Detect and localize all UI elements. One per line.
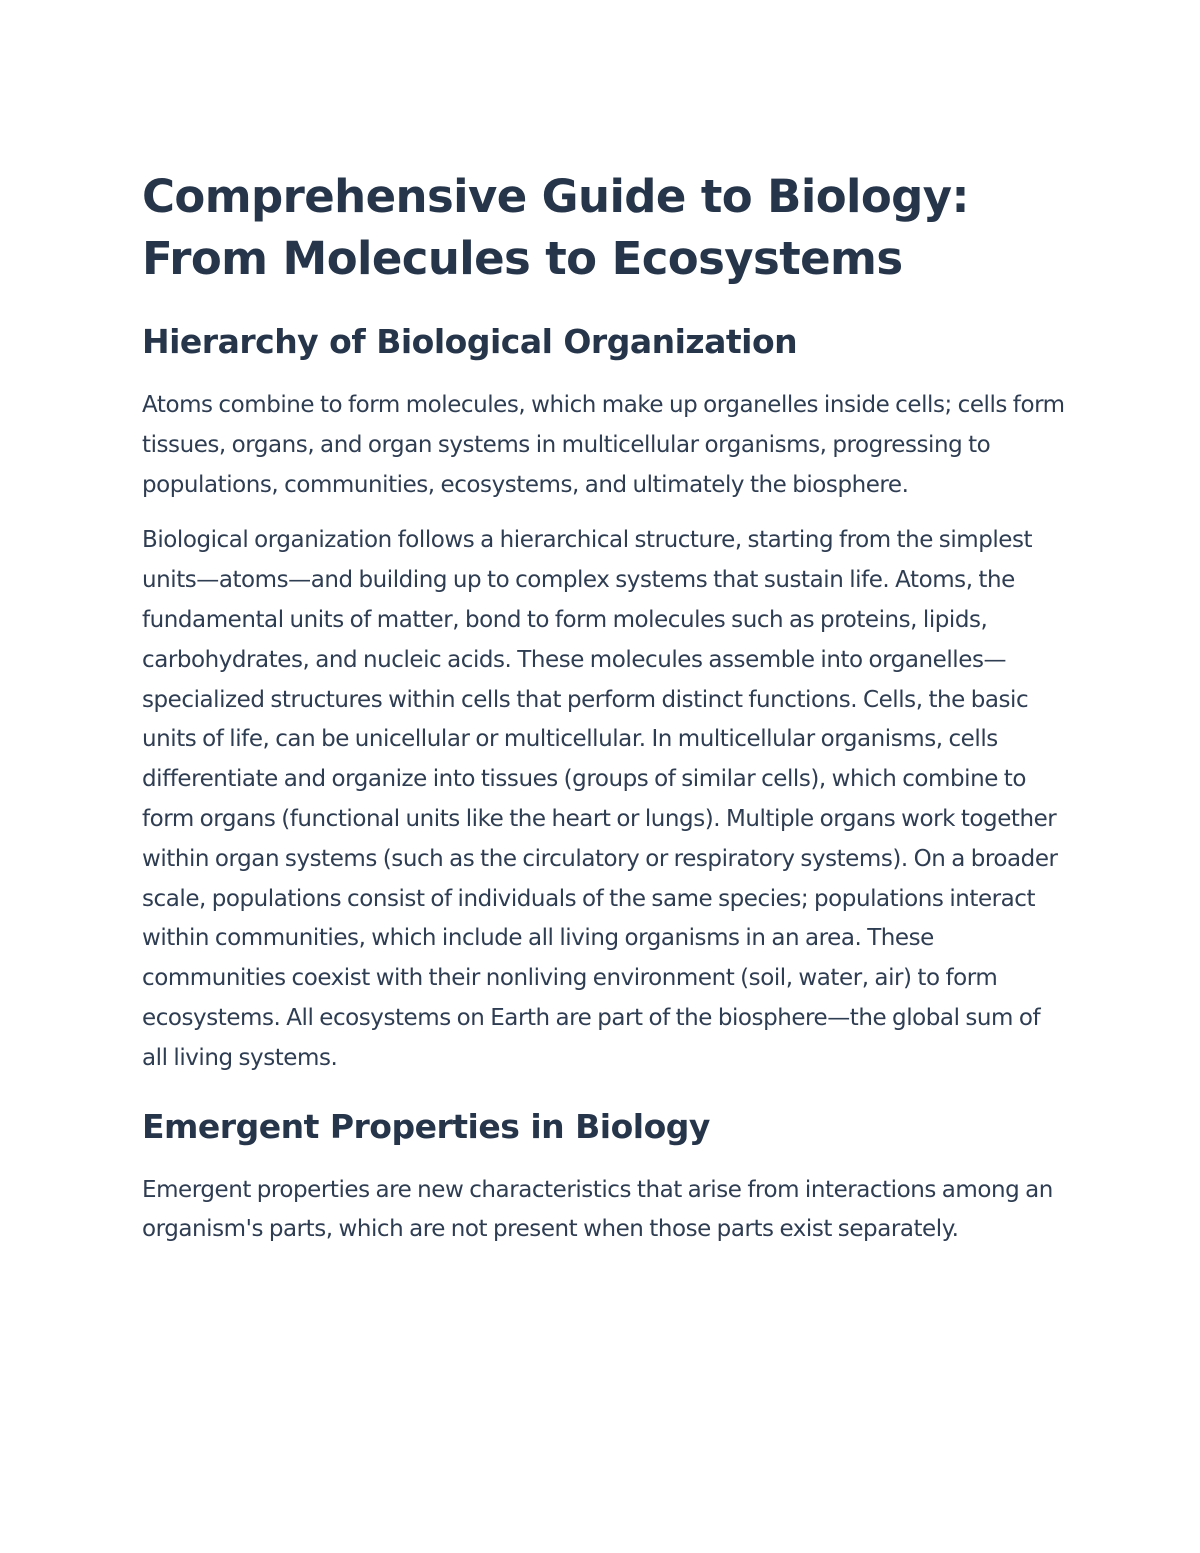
section-heading: Emergent Properties in Biology [142,1106,710,1146]
section-emergent-properties [142,1103,1067,1251]
document-title: Comprehensive Guide to Biology: From Molecules to Ecosystems [142,170,969,285]
section-paragraph: Biological organization follows a hierarchical structure, starting from the simplest units—atoms—and building up to complex systems that sustain life. Atoms, the fundamental units of matter, bond to form molecules such as proteins, lipids, carbohydrates, and nucleic acids. These molecules assemble into organelles—specialized structures within cells that perform distinct functions. Cells, the basic units of life, can be unicellular or multicellular. In multicellular organisms, cells differentiate and organize into tissues (groups of similar cells), which combine to form organs (functional units like the heart or lungs). Multiple organs work together within organ systems (such as the circulatory or respiratory systems). On a broader scale, populations consist of individuals of the same species; populations interact within communities, which include all living organisms in an area. These communities coexist with their nonliving environment (soil, water, air) to form ecosystems. All ecosystems on Earth are part of the biosphere—the global sum of all living systems. [142,527,1058,1071]
section-paragraph: Atoms combine to form molecules, which make up organelles inside cells; cells form tissues, organs, and organ systems in multicellular organisms, progressing to populations, communities, ecosystems, and ultimately the biosphere. [142,392,1065,498]
section-heading: Hierarchy of Biological Organization [142,322,798,361]
document-page [142,166,1067,1266]
section-paragraph: Emergent properties are new characteristics that arise from interactions among an organism's parts, which are not present when those parts exist separately. [142,1176,1053,1243]
section-hierarchy-of-organization [142,318,1067,1079]
